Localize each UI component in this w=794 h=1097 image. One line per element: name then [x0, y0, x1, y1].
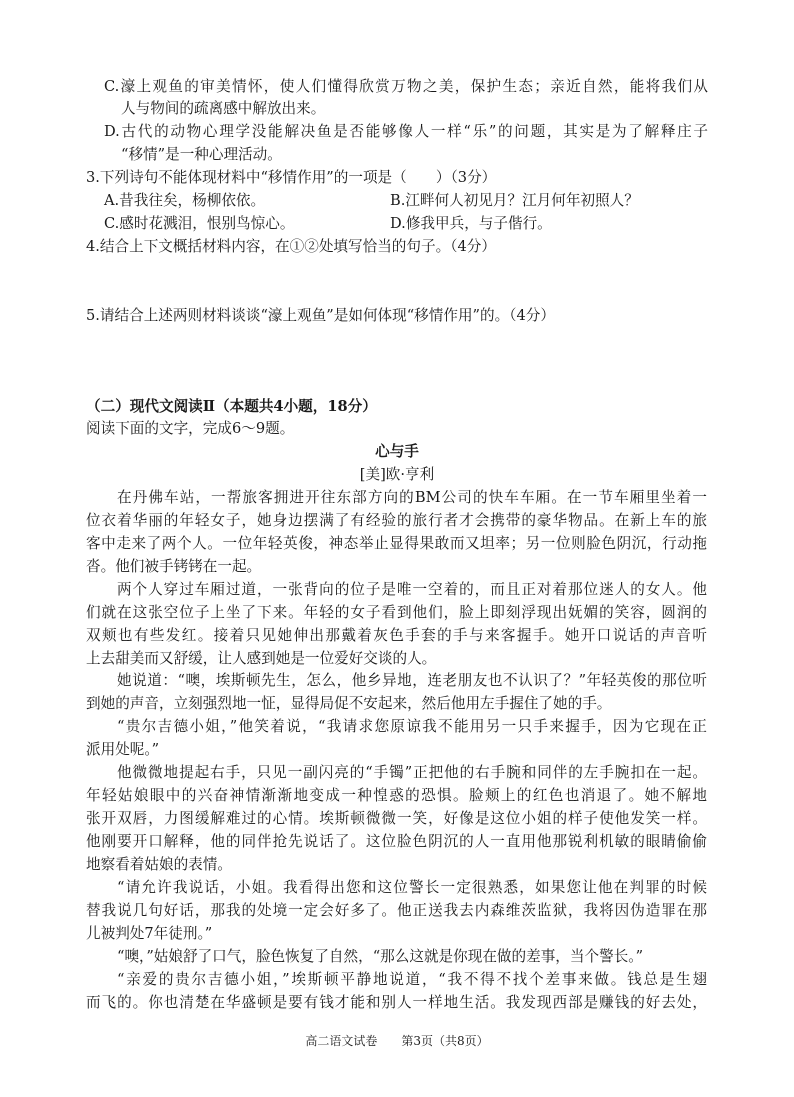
q5-stem: 5.请结合上述两则材料谈谈“濠上观鱼”是如何体现“移情作用”的。（4分）	[86, 307, 555, 324]
q2-option-c-line2: 人与物间的疏离感中解放出来。	[121, 100, 326, 117]
passage-author: [美]欧·亨利	[359, 466, 435, 483]
q3-option-b: B.江畔何人初见月？江月何年初照人？	[390, 192, 639, 209]
passage-line: 到她的声音，立刻强烈地一怔，显得局促不安起来，然后他用左手握住了她的手。	[86, 695, 612, 712]
q3-option-a: A.昔我往矣，杨柳依依。	[104, 192, 266, 209]
passage-line: 在丹佛车站，一帮旅客拥进开往东部方向的BM公司的快车车厢。在一节车厢里坐着一	[117, 489, 707, 506]
passage-title: 心与手	[375, 443, 419, 460]
passage-line: 沓。他们被手铐铐在一起。	[86, 558, 262, 575]
passage-line: 客中走来了两个人。一位年轻英俊，神态举止显得果敢而又坦率；另一位则脸色阴沉，行动拖	[86, 535, 707, 552]
passage-line: 儿被判处7年徒刑。”	[86, 925, 213, 942]
passage-line: 地察看着姑娘的表情。	[86, 856, 232, 873]
page-footer: 高二语文试卷 第3页（共8页）	[305, 1034, 489, 1048]
section-instruction: 阅读下面的文字，完成6～9题。	[86, 420, 295, 437]
q3-option-d: D.修我甲兵，与子偕行。	[390, 215, 552, 232]
passage-line: 她说道：“噢，埃斯顿先生，怎么，他乡异地，连老朋友也不认识了？”年轻英俊的那位听	[117, 672, 707, 689]
section-heading: （二）现代文阅读Ⅱ（本题共4小题，18分）	[86, 398, 377, 415]
q2-option-d-line2: “移情”是一种心理活动。	[121, 146, 282, 163]
passage-line: 派用处呢。”	[86, 741, 160, 758]
q3-stem: 3.下列诗句不能体现材料中“移情作用”的一项是（ ）（3分）	[86, 169, 497, 186]
q3-option-c: C.感时花溅泪，恨别鸟惊心。	[104, 215, 295, 232]
passage-line: 他刚要开口解释，他的同伴抢先说话了。这位脸色阴沉的人一直用他那锐利机敏的眼睛偷偷	[86, 833, 707, 850]
q2-option-c-line1: C.濠上观鱼的审美情怀，使人们懂得欣赏万物之美，保护生态；亲近自然，能将我们从	[104, 78, 708, 95]
q2-option-d-line1: D.古代的动物心理学没能解决鱼是否能够像人一样“乐”的问题，其实是为了解释庄子	[104, 123, 708, 140]
passage-line: 年轻姑娘眼中的兴奋神情渐渐地变成一种惶惑的恐惧。脸颊上的红色也消退了。她不解地	[86, 787, 707, 804]
passage-line: “贵尔吉德小姐，”他笑着说，“我请求您原谅我不能用另一只手来握手，因为它现在正	[117, 718, 707, 735]
passage-line: 上去甜美而又舒缓，让人感到她是一位爱好交谈的人。	[86, 650, 437, 667]
passage-line: “亲爱的贵尔吉德小姐，”埃斯顿平静地说道，“我不得不找个差事来做。钱总是生翅	[117, 971, 707, 988]
passage-line: 双颊也有些发红。接着只见她伸出那戴着灰色手套的手与来客握手。她开口说话的声音听	[86, 627, 707, 644]
passage-line: 张开双唇，力图缓解难过的心情。埃斯顿微微一笑，好像是这位小姐的样子使他发笑一样。	[86, 810, 707, 827]
passage-line: 替我说几句好话，那我的处境一定会好多了。他正送我去内森维茨监狱，我将因伪造罪在那	[86, 902, 707, 919]
q4-stem: 4.结合上下文概括材料内容，在①②处填写恰当的句子。（4分）	[86, 238, 496, 255]
passage-line: “请允许我说话，小姐。我看得出您和这位警长一定很熟悉，如果您让他在判罪的时候	[117, 879, 707, 896]
passage-line: “噢，”姑娘舒了口气，脸色恢复了自然，“那么这就是你现在做的差事，当个警长。”	[117, 948, 644, 965]
passage-line: 而飞的。你也清楚在华盛顿是要有钱才能和别人一样地生活。我发现西部是赚钱的好去处，	[86, 994, 707, 1011]
passage-line: 他微微地提起右手，只见一副闪亮的“手镯”正把他的右手腕和同伴的左手腕扣在一起。	[117, 764, 707, 781]
passage-line: 位衣着华丽的年轻女子，她身边摆满了有经验的旅行者才会携带的豪华物品。在新上车的旅	[86, 512, 707, 529]
passage-line: 们就在这张空位子上坐了下来。年轻的女子看到他们，脸上即刻浮现出妩媚的笑容，圆润的	[86, 604, 707, 621]
passage-line: 两个人穿过车厢过道，一张背向的位子是唯一空着的，而且正对着那位迷人的女人。他	[117, 581, 707, 598]
